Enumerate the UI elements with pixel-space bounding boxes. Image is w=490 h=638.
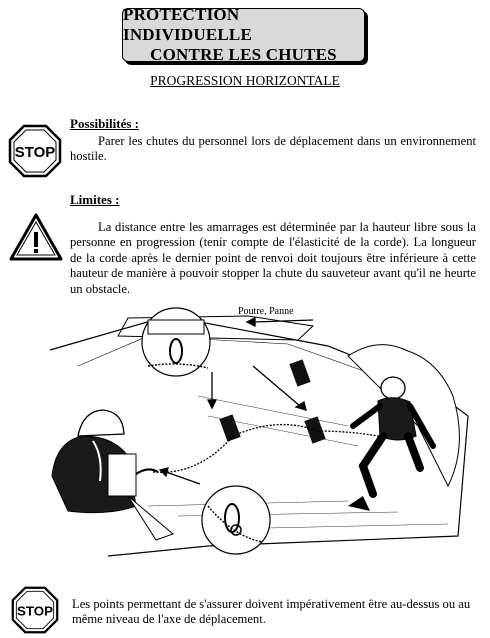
warning-triangle-icon: [8, 212, 64, 262]
stop-sign-icon-2: [8, 586, 62, 634]
note-text: Les points permettant de s'assurer doivent impérativement être au-dessus ou au même niveau de l'axe de déplacement.: [72, 597, 471, 627]
rescue-illustration: [48, 306, 478, 568]
title-line-2: CONTRE LES CHUTES: [150, 45, 337, 64]
stop-sign-text: STOP: [14, 144, 56, 161]
subtitle: PROGRESSION HORIZONTALE: [150, 73, 340, 88]
limites-text: La distance entre les amarrages est déterminée par la hauteur libre sous la personne en progression (tenir compte de l'élasticité de la corde). La longueur de la corde après le dernier point de renvoi doit toujours être inférieure à cette hauteur de manière à pouvoir stopper la chute du sauveteur avant qu'il ne heurte un obstacle.: [70, 220, 476, 296]
possibilites-text: Parer les chutes du personnel lors de déplacement dans un environnement hostile.: [70, 134, 476, 164]
stop-sign-text-2: STOP: [16, 603, 54, 619]
title-line-1: PROTECTION INDIVIDUELLE: [123, 5, 252, 44]
title-box: [122, 5, 365, 64]
heading-limites: Limites :: [70, 192, 120, 207]
heading-possibilites: Possibilités :: [70, 116, 139, 131]
stop-sign-icon: [8, 124, 62, 178]
beam-label: Poutre, Panne: [238, 306, 294, 317]
